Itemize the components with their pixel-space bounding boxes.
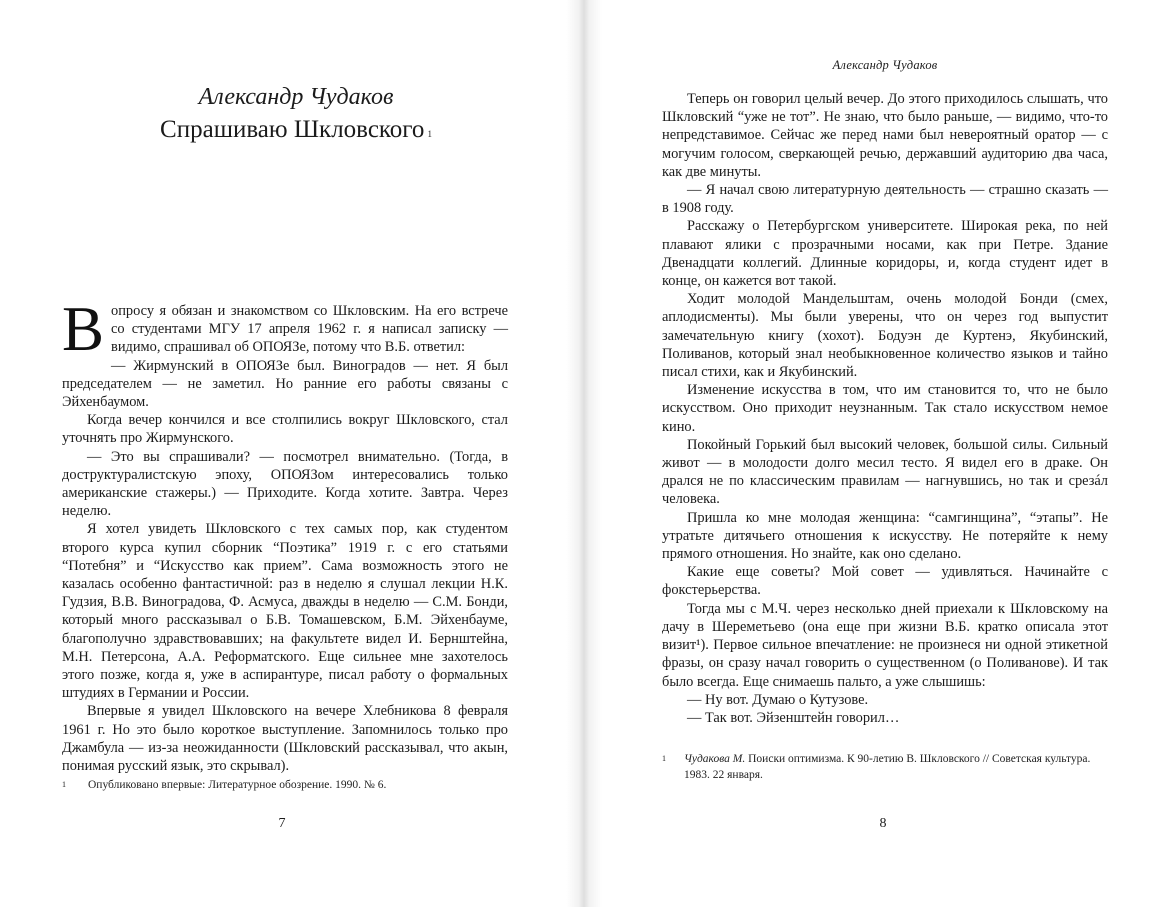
- paragraph: Покойный Горький был высокий человек, большой силы. Сильный живот — в молодости долго месил тесто. Я видел его в драке. Он дрался не по классическим правилам — нагнувшись, но так и срезáл человека.: [662, 436, 1108, 508]
- footnote-reference: 1: [427, 129, 432, 139]
- article-title: [60, 114, 532, 146]
- paragraph: Расскажу о Петербургском университете. Широкая река, по ней плавают ялики с прозрачными носами, как при Петре. Здание Двенадцати коллегий. Длинные коридоры, и, когда студент идет в конце, он кажется вот такой.: [662, 218, 1108, 290]
- right-page-body: [662, 90, 1108, 727]
- paragraph: Тогда мы с М.Ч. через несколько дней приехали к Шкловскому на дачу в Шереметьево (она еще при жизни В.Б. кратко описала этот визит¹). Первое сильное впечатление: не произнеся ни одной этикетной фразы, он сразу начал говорить о существенном (о Поливанове). И так было всегда. Еще снимаешь пальто, а уже слышишь:: [662, 600, 1108, 690]
- paragraph: — Я начал свою литературную деятельность — страшно сказать — в 1908 году.: [662, 182, 1108, 217]
- paragraph: Впервые я увидел Шкловского на вечере Хлебникова 8 февраля 1961 г. Но это было короткое выступление. Запомнилось только про Джамбула — из-за неожиданности (Шкловский рассказывал, что акын, понимая русский язык, это скрывал).: [62, 703, 508, 775]
- author-name-heading: Александр Чудаков: [198, 84, 394, 110]
- running-head: Александр Чудаков: [832, 58, 938, 72]
- paragraph: Изменение искусства в том, что им становится то, что не было искусством. Оно приходит неузнанным. Так стало искусством немое кино.: [662, 382, 1108, 435]
- paragraph: — Ну вот. Думаю о Кутузове.: [687, 691, 869, 708]
- paragraph: — Так вот. Эйзенштейн говорил…: [687, 709, 900, 726]
- drop-cap: В: [62, 294, 105, 364]
- paragraph: Я хотел увидеть Шкловского с тех самых пор, как студентом второго курса купил сборник “Поэтика” 1919 г. с его статьями “Потебня” и “Искусство как прием”. Сама возможность этого не казалась особенно фантастичной: раз в неделю я слушал лекции Н.К. Гудзия, В.В. Виноградова, Ф. Асмуса, дважды в неделю — С.М. Бонди, который много рассказывал о Б.В. Томашевском, Б.М. Эйхенбауме, благополучно здравствовавших; на факультете видел И. Бернштейна, М.Н. Петерсона, А.А. Реформатского. Еще сильнее мне захотелось этого позже, когда я, уже в аспирантуре, писал работу о формальных штудиях в Германии и России.: [62, 521, 508, 702]
- footnote-text: Опубликовано впервые: Литературное обозрение. 1990. № 6.: [88, 779, 387, 791]
- paragraph: Теперь он говорил целый вечер. До этого приходилось слышать, что Шкловский “уже не тот”. Не знаю, что было раньше, — видимо, что-то непредставимое. Сейчас же перед нами был невероятный оратор — с могучим голосом, сверкающей речью, державший аудиторию два часа, как две минуты.: [662, 91, 1108, 180]
- paragraph: Когда вечер кончился и все столпились вокруг Шкловского, стал уточнять про Жирмунского.: [62, 412, 508, 447]
- footnote-text: Поиски оптимизма. К 90-летию В. Шкловского // Советская культура. 1983. 22 января.: [684, 753, 1091, 781]
- paragraph: — Это вы спрашивали? — посмотрел внимательно. (Тогда, в доструктуралистскую эпоху, ОПОЯЗом интересовались только американские стажеры.) — Приходите. Когда хотите. Завтра. Через неделю.: [62, 448, 508, 520]
- left-page-body: [62, 294, 508, 775]
- footnote: [62, 777, 508, 793]
- book-gutter-shadow: [566, 0, 602, 907]
- page-number: 8: [879, 816, 887, 831]
- footnote-mark: 1: [662, 754, 666, 763]
- paragraph-text: опросу я обязан и знакомством со Шкловским. На его встрече со студентами МГУ 17 апреля 1962 г. я написал записку — видимо, спрашивал об ОПОЯЗе, потому что В.Б. ответил:: [111, 303, 508, 356]
- paragraph: Какие еще советы? Мой совет — удивляться. Начинайте с фокстерьерства.: [662, 564, 1108, 599]
- footnote: [662, 751, 1108, 783]
- page-number: 7: [278, 816, 286, 831]
- paragraph: Ходит молодой Мандельштам, очень молодой Бонди (смех, аплодисменты). Мы были уверены, что он через год выпустит замечательную книгу (хохот). Бодуэн де Куртенэ, Якубинский, Поливанов, который знал необыкновенное количество языков и тайно писал стихи, как и Якубинский.: [662, 291, 1108, 381]
- paragraph: Пришла ко мне молодая женщина: “самгинщина”, “этапы”. Не утратьте дитячьего отношения к искусству. Не потеряйте к нему прямого отношения. Но знайте, как оно сделано.: [662, 509, 1108, 563]
- footnote-body: [684, 751, 1108, 783]
- paragraph: [62, 294, 508, 364]
- paragraph: — Жирмунский в ОПОЯЗе был. Виноградов — нет. Я был председателем — не заметил. Но ранние его работы связаны с Эйхенбаумом.: [62, 357, 508, 411]
- footnote-author: Чудакова М.: [684, 753, 746, 765]
- footnote-mark: 1: [62, 780, 66, 789]
- article-title-text: Спрашиваю Шкловского: [160, 116, 425, 143]
